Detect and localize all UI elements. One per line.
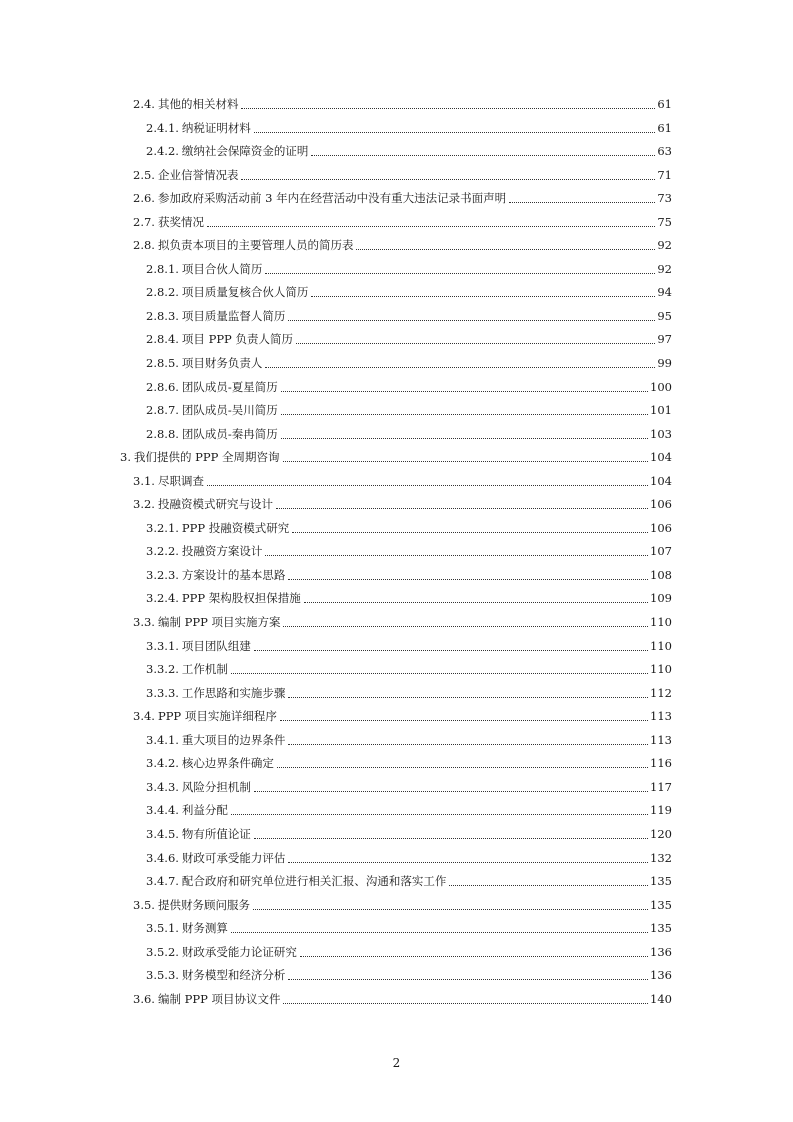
toc-entry[interactable] <box>0 446 672 470</box>
toc-entry[interactable] <box>0 352 672 376</box>
toc-entry-title: 缴纳社会保障资金的证明 <box>181 144 309 159</box>
toc-entry[interactable] <box>0 517 672 541</box>
toc-entry-number: 3.4. <box>133 709 155 724</box>
dot-leader <box>231 917 648 941</box>
toc-entry-title: 团队成员-夏星简历 <box>181 379 278 394</box>
toc-entry[interactable] <box>0 847 672 871</box>
toc-entry-title: 物有所值论证 <box>181 826 251 841</box>
toc-entry-label <box>120 446 283 470</box>
toc-entry-title: 获奖情况 <box>157 214 204 229</box>
toc-entry-label <box>146 729 288 753</box>
toc-entry-number: 3.4.4. <box>146 803 179 818</box>
toc-entry-number: 3.5. <box>133 897 155 912</box>
toc-entry-title: 工作思路和实施步骤 <box>181 685 286 700</box>
toc-entry-page: 140 <box>648 988 672 1012</box>
toc-entry-title: 方案设计的基本思路 <box>181 567 286 582</box>
toc-entry-number: 3. <box>120 450 131 465</box>
toc-entry[interactable] <box>0 211 672 235</box>
toc-entry-label <box>133 93 241 117</box>
toc-entry-label <box>146 682 288 706</box>
toc-entry-page: 110 <box>648 611 672 635</box>
toc-entry[interactable] <box>0 964 672 988</box>
toc-entry-label <box>133 211 207 235</box>
toc-entry-title: 核心边界条件确定 <box>181 756 274 771</box>
toc-entry-page: 112 <box>648 682 672 706</box>
toc-entry-page: 135 <box>648 894 672 918</box>
dot-leader <box>231 658 648 682</box>
toc-entry-page: 99 <box>655 352 672 376</box>
dot-leader <box>288 847 648 871</box>
toc-entry[interactable] <box>0 540 672 564</box>
toc-entry-page: 135 <box>648 917 672 941</box>
toc-entry-page: 116 <box>648 752 672 776</box>
toc-entry-title: 项目团队组建 <box>181 638 251 653</box>
toc-entry-label <box>133 705 280 729</box>
toc-entry-label <box>146 941 300 965</box>
dot-leader <box>288 964 648 988</box>
toc-entry[interactable] <box>0 799 672 823</box>
dot-leader <box>254 823 648 847</box>
dot-leader <box>311 281 655 305</box>
dot-leader <box>288 682 648 706</box>
toc-entry-page: 106 <box>648 517 672 541</box>
toc-entry-label <box>146 635 254 659</box>
toc-entry-number: 3.6. <box>133 991 155 1006</box>
dot-leader <box>254 117 655 141</box>
dot-leader <box>265 540 648 564</box>
toc-entry-page: 61 <box>655 117 672 141</box>
toc-entry-number: 2.4.1. <box>146 120 179 135</box>
toc-entry-label <box>133 988 283 1012</box>
toc-entry-title: 财政可承受能力评估 <box>181 850 286 865</box>
toc-entry[interactable] <box>0 305 672 329</box>
toc-entry-number: 3.5.2. <box>146 944 179 959</box>
toc-entry[interactable] <box>0 423 672 447</box>
toc-entry-title: 我们提供的 PPP 全周期咨询 <box>133 450 280 465</box>
toc-entry-number: 3.2.2. <box>146 544 179 559</box>
page-number: 2 <box>392 1056 401 1070</box>
toc-entry-label <box>146 564 288 588</box>
toc-entry-title: 利益分配 <box>181 803 228 818</box>
toc-entry-page: 92 <box>655 234 672 258</box>
toc-entry-label <box>146 540 265 564</box>
toc-entry-page: 63 <box>655 140 672 164</box>
toc-entry-title: 项目合伙人简历 <box>181 261 263 276</box>
toc-entry-number: 3.4.2. <box>146 756 179 771</box>
dot-leader <box>296 328 655 352</box>
toc-entry-number: 2.8.7. <box>146 403 179 418</box>
toc-entry-page: 100 <box>648 376 672 400</box>
toc-entry-label <box>146 823 254 847</box>
toc-entry[interactable] <box>0 258 672 282</box>
toc-entry[interactable] <box>0 823 672 847</box>
toc-entry-page: 113 <box>648 729 672 753</box>
toc-entry-label <box>146 658 231 682</box>
toc-entry[interactable] <box>0 941 672 965</box>
toc-entry-number: 3.4.3. <box>146 779 179 794</box>
toc-entry-title: 投融资模式研究与设计 <box>157 497 273 512</box>
toc-entry-number: 2.4.2. <box>146 144 179 159</box>
toc-entry-number: 3.4.6. <box>146 850 179 865</box>
toc-entry[interactable] <box>0 587 672 611</box>
toc-entry[interactable] <box>0 635 672 659</box>
toc-entry-page: 75 <box>655 211 672 235</box>
dot-leader <box>281 423 648 447</box>
toc-entry-page: 108 <box>648 564 672 588</box>
toc-entry[interactable] <box>0 870 672 894</box>
toc-entry[interactable] <box>0 281 672 305</box>
toc-entry-title: 拟负责本项目的主要管理人员的简历表 <box>157 238 354 253</box>
toc-entry-title: 提供财务顾问服务 <box>157 897 250 912</box>
dot-leader <box>281 399 648 423</box>
toc-entry-page: 110 <box>648 635 672 659</box>
dot-leader <box>288 729 648 753</box>
toc-entry-page: 119 <box>648 799 672 823</box>
dot-leader <box>304 587 648 611</box>
toc-entry-page: 104 <box>648 470 672 494</box>
toc-entry-title: 编制 PPP 项目协议文件 <box>157 991 281 1006</box>
toc-entry-title: 项目质量监督人简历 <box>181 308 286 323</box>
toc-entry-page: 132 <box>648 847 672 871</box>
dot-leader <box>276 493 648 517</box>
toc-entry-label <box>146 917 231 941</box>
toc-entry-number: 2.4. <box>133 97 155 111</box>
toc-entry-title: 项目质量复核合伙人简历 <box>181 285 309 300</box>
toc-entry-page: 101 <box>648 399 672 423</box>
toc-entry-number: 2.8.4. <box>146 332 179 347</box>
dot-leader <box>265 258 655 282</box>
toc-entry-page: 117 <box>648 776 672 800</box>
toc-entry-number: 2.5. <box>133 167 155 182</box>
toc-entry[interactable] <box>0 611 672 635</box>
toc-entry-label <box>133 234 356 258</box>
toc-entry-label <box>146 258 265 282</box>
dot-leader <box>231 799 648 823</box>
dot-leader <box>288 564 648 588</box>
toc-entry[interactable] <box>0 93 672 117</box>
toc-entry-number: 2.8. <box>133 238 155 253</box>
toc-entry-title: 项目 PPP 负责人简历 <box>181 332 293 347</box>
toc-entry-number: 3.3. <box>133 615 155 630</box>
toc-entry-number: 2.8.3. <box>146 308 179 323</box>
toc-entry-number: 2.8.2. <box>146 285 179 300</box>
toc-entry-label <box>146 352 265 376</box>
dot-leader <box>283 446 649 470</box>
toc-entry-page: 71 <box>655 164 672 188</box>
toc-entry-page: 94 <box>655 281 672 305</box>
toc-entry[interactable] <box>0 399 672 423</box>
dot-leader <box>281 376 648 400</box>
toc-entry-number: 3.3.3. <box>146 685 179 700</box>
toc-entry-label <box>133 894 253 918</box>
toc-entry-page: 61 <box>655 93 672 117</box>
toc-entry[interactable] <box>0 776 672 800</box>
toc-entry-page: 120 <box>648 823 672 847</box>
toc-entry-label <box>133 470 207 494</box>
toc-entry-label <box>146 423 281 447</box>
dot-leader <box>280 705 648 729</box>
toc-entry-title: 企业信誉情况表 <box>157 167 239 182</box>
toc-entry-title: 团队成员-秦冉简历 <box>181 426 278 441</box>
toc-entry-number: 3.3.2. <box>146 662 179 677</box>
toc-entry-number: 3.2.3. <box>146 567 179 582</box>
toc-entry-number: 3.3.1. <box>146 638 179 653</box>
toc-entry-label <box>146 799 231 823</box>
toc-entry-label <box>133 611 283 635</box>
toc-entry-page: 135 <box>648 870 672 894</box>
toc-entry-number: 3.1. <box>133 473 155 488</box>
dot-leader <box>254 776 648 800</box>
toc-entry-page: 103 <box>648 423 672 447</box>
toc-entry-title: 纳税证明材料 <box>181 120 251 135</box>
toc-entry-title: 项目财务负责人 <box>181 356 263 371</box>
toc-entry-title: 参加政府采购活动前 3 年内在经营活动中没有重大违法记录书面声明 <box>157 191 507 206</box>
toc-entry-page: 136 <box>648 964 672 988</box>
toc-entry-title: 风险分担机制 <box>181 779 251 794</box>
toc-entry-number: 3.2.1. <box>146 520 179 535</box>
toc-entry[interactable] <box>0 117 672 141</box>
dot-leader <box>207 470 648 494</box>
toc-entry-number: 3.5.3. <box>146 968 179 983</box>
toc-entry[interactable] <box>0 988 672 1012</box>
toc-entry-number: 2.8.5. <box>146 356 179 371</box>
toc-entry-title: 编制 PPP 项目实施方案 <box>157 615 281 630</box>
dot-leader <box>277 752 648 776</box>
toc-entry-number: 3.2.4. <box>146 591 179 606</box>
toc-entry-label <box>146 776 254 800</box>
dot-leader <box>283 611 648 635</box>
toc-entry[interactable] <box>0 729 672 753</box>
toc-entry-label <box>146 587 304 611</box>
toc-entry[interactable] <box>0 493 672 517</box>
toc-entry-title: 财务测算 <box>181 921 228 936</box>
toc-entry-page: 113 <box>648 705 672 729</box>
toc-entry[interactable] <box>0 376 672 400</box>
toc-entry[interactable] <box>0 328 672 352</box>
toc-entry-number: 3.4.7. <box>146 874 179 889</box>
toc-entry-label <box>146 140 311 164</box>
toc-entry-label <box>146 376 281 400</box>
toc-entry-number: 3.5.1. <box>146 921 179 936</box>
dot-leader <box>300 941 648 965</box>
toc-entry-page: 92 <box>655 258 672 282</box>
toc-entry-number: 3.2. <box>133 497 155 512</box>
toc-entry-title: 重大项目的边界条件 <box>181 732 286 747</box>
toc-entry-label <box>146 399 281 423</box>
toc-entry-page: 95 <box>655 305 672 329</box>
toc-entry-label <box>146 117 254 141</box>
toc-entry-label <box>146 305 288 329</box>
toc-entry-number: 2.7. <box>133 214 155 229</box>
toc-entry-page: 136 <box>648 941 672 965</box>
dot-leader <box>207 211 655 235</box>
toc-entry-title: PPP 投融资模式研究 <box>181 520 290 535</box>
dot-leader <box>356 234 655 258</box>
toc-entry-label <box>146 328 296 352</box>
toc-entry-label <box>133 493 276 517</box>
toc-entry[interactable] <box>0 140 672 164</box>
toc-entry-title: PPP 架构股权担保措施 <box>181 591 301 606</box>
toc-entry-page: 107 <box>648 540 672 564</box>
toc-entry-number: 2.8.6. <box>146 379 179 394</box>
dot-leader <box>253 894 648 918</box>
toc-entry-label <box>146 517 292 541</box>
toc-entry-label <box>146 964 288 988</box>
toc-entry-title: 工作机制 <box>181 662 228 677</box>
dot-leader <box>292 517 648 541</box>
toc-entry[interactable] <box>0 894 672 918</box>
toc-entry[interactable] <box>0 564 672 588</box>
toc-entry-title: 投融资方案设计 <box>181 544 263 559</box>
dot-leader <box>265 352 655 376</box>
toc-entry-label <box>133 164 241 188</box>
toc-entry-page: 73 <box>655 187 672 211</box>
toc-entry-number: 2.6. <box>133 191 155 206</box>
toc-entry[interactable] <box>0 917 672 941</box>
toc-entry-number: 3.4.5. <box>146 826 179 841</box>
toc-entry[interactable] <box>0 658 672 682</box>
dot-leader <box>241 164 655 188</box>
toc-entry-label <box>146 847 288 871</box>
toc-entry-title: 财政承受能力论证研究 <box>181 944 297 959</box>
toc-entry-label <box>146 752 277 776</box>
toc-entry-page: 104 <box>648 446 672 470</box>
toc-entry[interactable] <box>0 470 672 494</box>
dot-leader <box>311 140 655 164</box>
dot-leader <box>254 635 648 659</box>
dot-leader <box>241 93 655 117</box>
toc-entry-page: 109 <box>648 587 672 611</box>
toc-entry[interactable] <box>0 164 672 188</box>
toc-entry-page: 106 <box>648 493 672 517</box>
toc-entry-page: 110 <box>648 658 672 682</box>
toc-entry-title: 其他的相关材料 <box>157 97 239 111</box>
toc-entry-number: 2.8.8. <box>146 426 179 441</box>
toc-entry-title: PPP 项目实施详细程序 <box>157 709 277 724</box>
toc-entry[interactable] <box>0 682 672 706</box>
toc-entry-label <box>133 187 509 211</box>
dot-leader <box>449 870 648 894</box>
dot-leader <box>509 187 655 211</box>
dot-leader <box>283 988 648 1012</box>
toc-entry-label <box>146 870 449 894</box>
toc-entry-title: 尽职调查 <box>157 473 204 488</box>
dot-leader <box>288 305 655 329</box>
toc-entry-number: 3.4.1. <box>146 732 179 747</box>
toc-entry-title: 配合政府和研究单位进行相关汇报、沟通和落实工作 <box>181 874 447 889</box>
table-of-contents <box>0 93 793 1011</box>
toc-entry-page: 97 <box>655 328 672 352</box>
toc-entry-label <box>146 281 311 305</box>
toc-entry[interactable] <box>0 187 672 211</box>
toc-entry[interactable] <box>0 234 672 258</box>
toc-entry[interactable] <box>0 705 672 729</box>
toc-entry[interactable] <box>0 752 672 776</box>
toc-entry-number: 2.8.1. <box>146 261 179 276</box>
toc-entry-title: 财务模型和经济分析 <box>181 968 286 983</box>
toc-entry-title: 团队成员-吴川简历 <box>181 403 278 418</box>
